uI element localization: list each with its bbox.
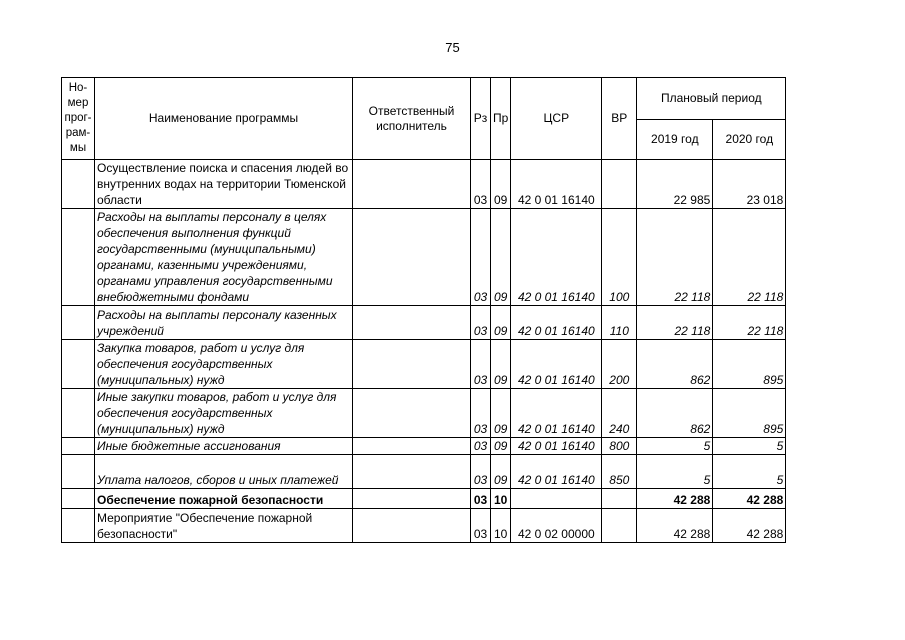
row-2019: 862 xyxy=(637,389,713,438)
row-vr: 100 xyxy=(602,209,637,306)
row-responsible xyxy=(353,509,471,543)
row-rz: 03 xyxy=(471,509,491,543)
row-responsible xyxy=(353,489,471,509)
row-rz: 03 xyxy=(471,438,491,455)
row-pr: 09 xyxy=(491,306,511,340)
row-number-cell xyxy=(62,160,95,209)
row-vr: 850 xyxy=(602,455,637,489)
row-2020: 42 288 xyxy=(713,489,786,509)
row-csr: 42 0 01 16140 xyxy=(511,389,602,438)
row-responsible xyxy=(353,438,471,455)
row-pr: 09 xyxy=(491,209,511,306)
row-name: Расходы на выплаты персоналу в целях обеспечения выполнения функций государственными (муниципальными) органами, казенными учреждениями, органами управления государственными внебюджетными фондами xyxy=(95,209,353,306)
row-pr: 09 xyxy=(491,455,511,489)
row-vr: 200 xyxy=(602,340,637,389)
row-responsible xyxy=(353,340,471,389)
row-pr: 09 xyxy=(491,160,511,209)
header-program-number: Но-мер прог-рам-мы xyxy=(62,78,95,160)
table-row xyxy=(62,209,786,306)
row-pr: 10 xyxy=(491,509,511,543)
row-name: Иные бюджетные ассигнования xyxy=(95,438,353,455)
budget-table xyxy=(61,77,786,543)
row-2020: 5 xyxy=(713,438,786,455)
row-number-cell xyxy=(62,509,95,543)
page-number: 75 xyxy=(445,40,460,55)
row-2019: 22 985 xyxy=(637,160,713,209)
row-pr: 09 xyxy=(491,340,511,389)
row-csr: 42 0 02 00000 xyxy=(511,509,602,543)
row-rz: 03 xyxy=(471,455,491,489)
row-2019: 5 xyxy=(637,438,713,455)
row-csr: 42 0 01 16140 xyxy=(511,455,602,489)
table-row xyxy=(62,489,786,509)
row-pr: 09 xyxy=(491,438,511,455)
row-responsible xyxy=(353,160,471,209)
row-2019: 5 xyxy=(637,455,713,489)
table-row xyxy=(62,455,786,489)
row-2020: 22 118 xyxy=(713,209,786,306)
table-row xyxy=(62,509,786,543)
row-name: Мероприятие "Обеспечение пожарной безопасности" xyxy=(95,509,353,543)
row-vr: 800 xyxy=(602,438,637,455)
row-2019: 862 xyxy=(637,340,713,389)
row-name: Обеспечение пожарной безопасности xyxy=(95,489,353,509)
row-2020: 22 118 xyxy=(713,306,786,340)
row-name: Расходы на выплаты персоналу казенных учреждений xyxy=(95,306,353,340)
row-csr: 42 0 01 16140 xyxy=(511,209,602,306)
header-responsible: Ответственный исполнитель xyxy=(353,78,471,160)
row-name: Уплата налогов, сборов и иных платежей xyxy=(95,455,353,489)
table-row xyxy=(62,160,786,209)
header-pr: Пр xyxy=(491,78,511,160)
row-number-cell xyxy=(62,438,95,455)
row-2019: 22 118 xyxy=(637,306,713,340)
row-number-cell xyxy=(62,489,95,509)
row-rz: 03 xyxy=(471,489,491,509)
table-header xyxy=(62,78,786,160)
row-rz: 03 xyxy=(471,306,491,340)
row-2019: 22 118 xyxy=(637,209,713,306)
row-number-cell xyxy=(62,455,95,489)
row-csr: 42 0 01 16140 xyxy=(511,160,602,209)
row-name: Закупка товаров, работ и услуг для обеспечения государственных (муниципальных) нужд xyxy=(95,340,353,389)
row-name: Иные закупки товаров, работ и услуг для обеспечения государственных (муниципальных) нужд xyxy=(95,389,353,438)
row-vr xyxy=(602,509,637,543)
header-year-2019: 2019 год xyxy=(637,120,713,160)
row-2019: 42 288 xyxy=(637,509,713,543)
row-responsible xyxy=(353,455,471,489)
row-responsible xyxy=(353,389,471,438)
row-vr: 240 xyxy=(602,389,637,438)
row-pr: 10 xyxy=(491,489,511,509)
row-responsible xyxy=(353,306,471,340)
row-csr xyxy=(511,489,602,509)
row-rz: 03 xyxy=(471,209,491,306)
table-row xyxy=(62,340,786,389)
row-rz: 03 xyxy=(471,340,491,389)
row-vr: 110 xyxy=(602,306,637,340)
header-rz: Рз xyxy=(471,78,491,160)
header-vr: ВР xyxy=(602,78,637,160)
row-number-cell xyxy=(62,306,95,340)
row-rz: 03 xyxy=(471,160,491,209)
row-csr: 42 0 01 16140 xyxy=(511,306,602,340)
row-number-cell xyxy=(62,209,95,306)
header-csr: ЦСР xyxy=(511,78,602,160)
row-rz: 03 xyxy=(471,389,491,438)
table-row xyxy=(62,438,786,455)
table-row xyxy=(62,389,786,438)
header-year-2020: 2020 год xyxy=(713,120,786,160)
row-2020: 5 xyxy=(713,455,786,489)
row-name: Осуществление поиска и спасения людей во внутренних водах на территории Тюменской области xyxy=(95,160,353,209)
row-responsible xyxy=(353,209,471,306)
row-2020: 895 xyxy=(713,389,786,438)
row-csr: 42 0 01 16140 xyxy=(511,438,602,455)
row-vr xyxy=(602,160,637,209)
header-program-name: Наименование программы xyxy=(95,78,353,160)
row-pr: 09 xyxy=(491,389,511,438)
table-row xyxy=(62,306,786,340)
row-number-cell xyxy=(62,389,95,438)
row-2020: 23 018 xyxy=(713,160,786,209)
row-number-cell xyxy=(62,340,95,389)
row-2020: 42 288 xyxy=(713,509,786,543)
row-2020: 895 xyxy=(713,340,786,389)
row-csr: 42 0 01 16140 xyxy=(511,340,602,389)
row-2019: 42 288 xyxy=(637,489,713,509)
row-vr xyxy=(602,489,637,509)
header-planned-period: Плановый период xyxy=(637,78,786,120)
